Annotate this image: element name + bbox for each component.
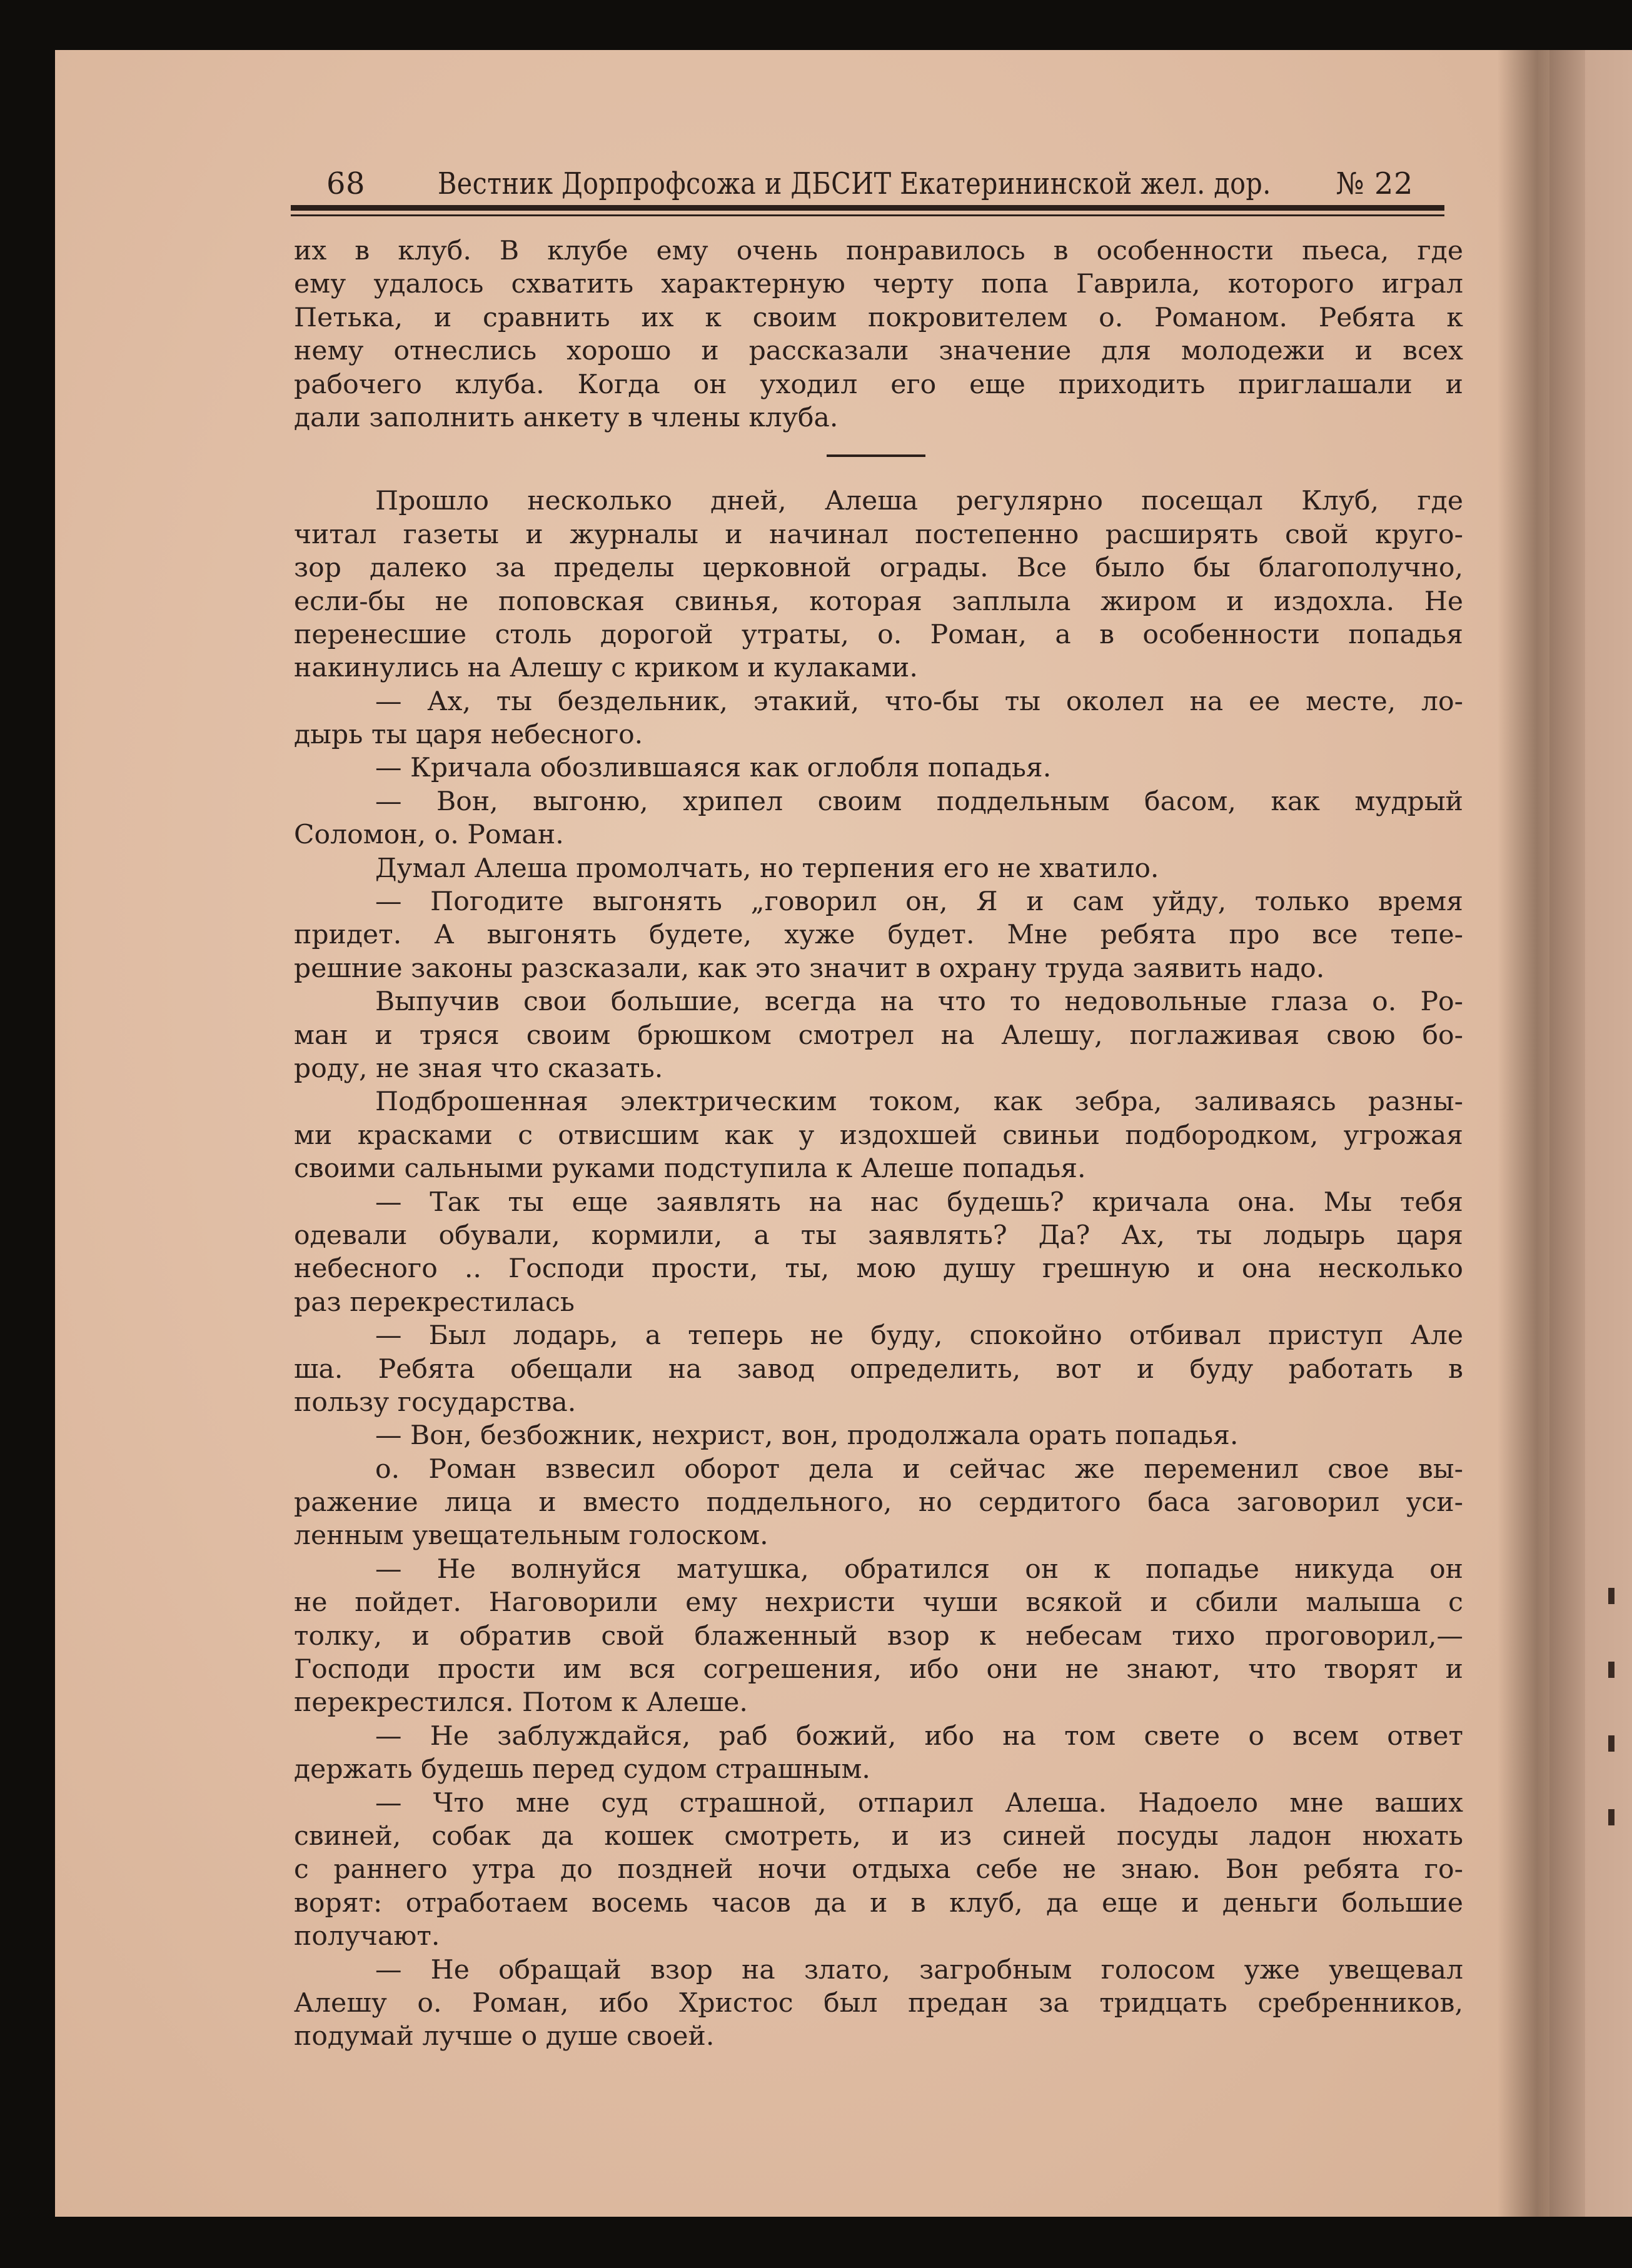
text-line: перенесшие столь дорогой утраты, о. Роман, а в особенности попадья xyxy=(294,619,1463,650)
text-line: Соломон, о. Роман. xyxy=(294,820,564,851)
text-line: ленным увещательным голоском. xyxy=(294,1520,768,1552)
text-line: получают. xyxy=(294,1921,440,1952)
text-line: ражение лица и вместо поддельного, но сердитого баса заговорил уси- xyxy=(294,1487,1463,1518)
text-line: Выпучив свои большие, всегда на что то недовольные глаза о. Ро- xyxy=(375,986,1463,1018)
text-line: — Ах, ты бездельник, этакий, что-бы ты околел на ее месте, ло- xyxy=(375,686,1463,717)
text-line: ворят: отработаем восемь часов да и в клуб, да еще и деньги большие xyxy=(294,1887,1463,1919)
text-line: раз перекрестилась xyxy=(294,1287,575,1318)
text-line: толку, и обратив свой блаженный взор к небесам тихо проговорил,— xyxy=(294,1620,1463,1652)
text-line: с раннего утра до поздней ночи отдыха себе не знаю. Вон ребята го- xyxy=(294,1854,1463,1885)
text-line: Подброшенная электрическим током, как зебра, заливаясь разны- xyxy=(375,1086,1463,1118)
text-line: придет. А выгонять будете, хуже будет. Мне ребята про все тепе- xyxy=(294,920,1463,951)
text-line: зор далеко за пределы церковной ограды. Все было бы благополучно, xyxy=(294,553,1463,584)
text-line: если-бы не поповская свинья, которая заплыла жиром и издохла. Не xyxy=(294,586,1463,617)
text-line: — Не обращай взор на злато, загробным голосом уже увещевал xyxy=(375,1954,1463,1985)
article-text xyxy=(294,234,1463,2054)
text-line: не пойдет. Наговорили ему нехристи чуши всякой и сбили малыша с xyxy=(294,1587,1463,1618)
text-line: ман и тряся своим брюшком смотрел на Алешу, поглаживая свою бо- xyxy=(294,1020,1463,1051)
edge-mark xyxy=(1608,1662,1614,1678)
page-number: 68 xyxy=(326,166,366,201)
edge-mark xyxy=(1608,1588,1614,1604)
text-line: решние законы разсказали, как это значит в охрану труда заявить надо. xyxy=(294,953,1325,984)
text-line: ми красками с отвисшим как у издохшей свиньи подбородком, угрожая xyxy=(294,1120,1463,1151)
text-line: рабочего клуба. Когда он уходил его еще приходить приглашали и xyxy=(294,369,1463,400)
edge-mark xyxy=(1608,1735,1614,1752)
journal-title: Вестник Дорпрофсожа и ДБСИТ Екатерининской жел. дор. xyxy=(438,166,1271,201)
text-line: читал газеты и журналы и начинал постепенно расширять свой круго- xyxy=(294,519,1463,550)
text-line: дырь ты царя небесного. xyxy=(294,720,643,751)
text-line: Алешу о. Роман, ибо Христос был предан за тридцать сребренников, xyxy=(294,1987,1463,2019)
text-line: подумай лучше о душе своей. xyxy=(294,2021,715,2052)
text-line: — Вон, выгоню, хрипел своим поддельным басом, как мудрый xyxy=(375,786,1463,817)
text-line: небесного .. Господи прости, ты, мою душу грешную и она несколько xyxy=(294,1253,1463,1285)
edge-mark xyxy=(1608,1809,1614,1825)
header-rule-thick xyxy=(291,205,1444,211)
text-line: ему удалось схватить характерную черту попа Гаврила, которого играл xyxy=(294,269,1463,300)
separator-dash xyxy=(827,454,925,457)
text-line: о. Роман взвесил оборот дела и сейчас же переменил свое вы- xyxy=(375,1453,1463,1485)
text-line: своими сальными руками подступила к Алеше попадья. xyxy=(294,1153,1086,1185)
text-line: Петька, и сравнить их к своим покровителем о. Романом. Ребята к xyxy=(294,302,1463,333)
text-line: — Погодите выгонять „говорил он, Я и сам уйду, только время xyxy=(375,886,1463,918)
text-line: их в клуб. В клубе ему очень понравилось в особенности пьеса, где xyxy=(294,236,1463,266)
header-rule-thin xyxy=(291,214,1444,216)
text-line: свиней, собак да кошек смотреть, и из синей посуды ладон нюхать xyxy=(294,1820,1463,1852)
running-header xyxy=(313,164,1426,206)
text-line: Прошло несколько дней, Алеша регулярно посещал Клуб, где xyxy=(375,486,1463,517)
text-line: перекрестился. Потом к Алеше. xyxy=(294,1687,748,1719)
text-line: — Не волнуйся матушка, обратился он к попадье никуда он xyxy=(375,1553,1463,1585)
text-line: одевали обували, кормили, а ты заявлять? Да? Ах, ты лодырь царя xyxy=(294,1220,1463,1251)
text-line: Господи прости им вся согрешения, ибо они не знают, что творят и xyxy=(294,1654,1463,1685)
section-separator xyxy=(294,434,1463,484)
page-gutter-shadow xyxy=(1498,50,1585,2217)
text-line: — Был лодарь, а теперь не буду, спокойно отбивал приступ Але xyxy=(375,1320,1463,1352)
text-line: — Так ты еще заявлять на нас будешь? кричала она. Мы тебя xyxy=(375,1187,1463,1218)
text-line: нему отнеслись хорошо и рассказали значение для молодежи и всех xyxy=(294,336,1463,367)
text-line: — Не заблуждайся, раб божий, ибо на том свете о всем ответ xyxy=(375,1720,1463,1752)
issue-number: № 22 xyxy=(1336,166,1413,201)
text-line: — Вон, безбожник, нехрист, вон, продолжала орать попадья. xyxy=(375,1420,1239,1452)
text-line: Думал Алеша промолчать, но терпения его не хватило. xyxy=(375,853,1159,884)
text-line: — Что мне суд страшной, отпарил Алеша. Надоело мне ваших xyxy=(375,1787,1463,1819)
next-page-edge-marks xyxy=(1601,1588,1626,1825)
text-line: роду, не зная что сказать. xyxy=(294,1053,663,1084)
text-line: — Кричала обозлившаяся как оглобля попадья. xyxy=(375,753,1052,784)
text-line: ша. Ребята обещали на завод определить, вот и буду работать в xyxy=(294,1353,1463,1385)
text-line: держать будешь перед судом страшным. xyxy=(294,1754,870,1785)
text-line: пользу государства. xyxy=(294,1387,577,1418)
text-line: дали заполнить анкету в члены клуба. xyxy=(294,402,839,433)
text-line: накинулись на Алешу с криком и кулаками. xyxy=(294,653,918,684)
